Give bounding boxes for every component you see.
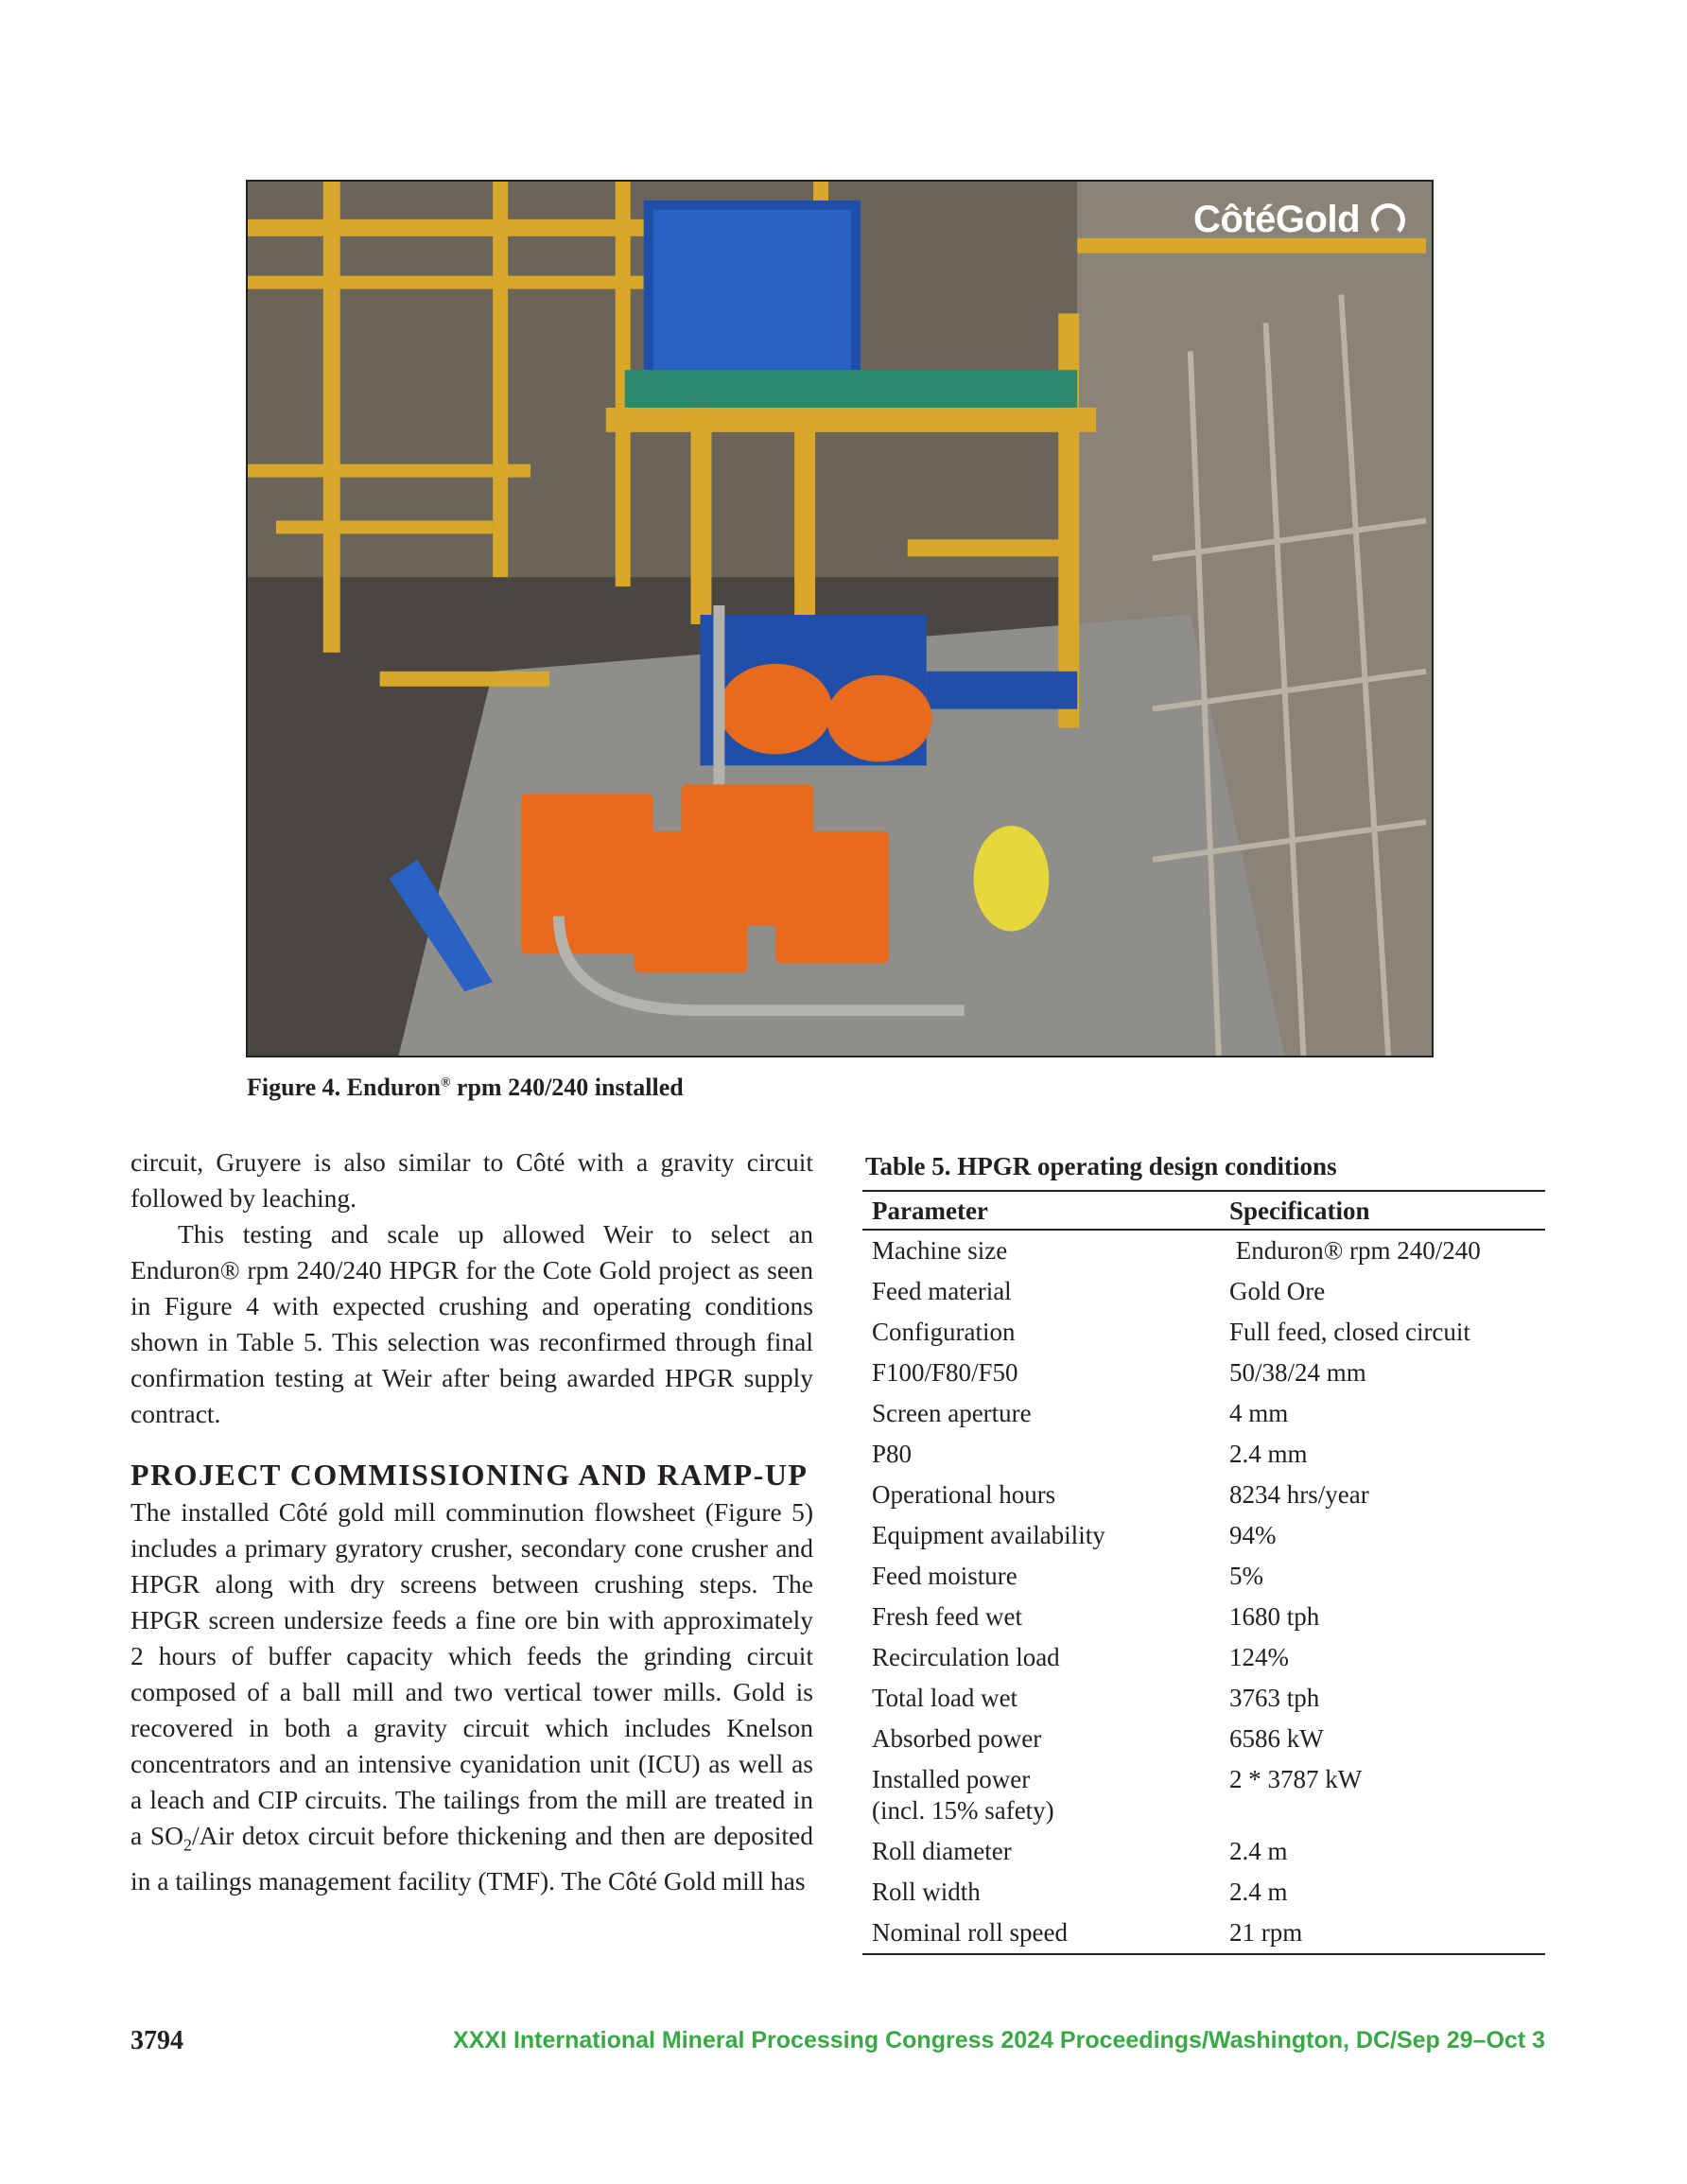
table-cell-specification: 21 rpm — [1220, 1913, 1545, 1954]
table-cell-parameter: Equipment availability — [872, 1521, 1105, 1549]
running-footer: XXXI International Mineral Processing Congress 2024 Proceedings/Washington, DC/Sep 29–Oct 3 — [453, 2027, 1545, 2053]
table-caption: Table 5. HPGR operating design conditions — [865, 1152, 1337, 1180]
table-cell-parameter: Roll diameter — [872, 1837, 1012, 1865]
table-cell-parameter: Total load wet — [872, 1684, 1018, 1712]
table-cell-parameter: P80 — [872, 1440, 913, 1468]
table-row — [862, 1312, 1545, 1353]
table-cell-parameter: Installed power (incl. 15% safety) — [872, 1765, 1054, 1825]
cote-gold-logo — [1193, 199, 1405, 241]
table-cell-specification: 5% — [1229, 1562, 1263, 1590]
table-cell-specification: 124% — [1229, 1643, 1289, 1671]
logo-text: CôtéGold — [1193, 199, 1360, 240]
paragraph-3 — [130, 1494, 813, 1899]
table-row — [862, 1759, 1545, 1831]
table-cell-parameter: Operational hours — [872, 1480, 1056, 1509]
table-cell-parameter: Machine size — [872, 1236, 1008, 1265]
table-cell-specification: 6586 kW — [1229, 1724, 1324, 1753]
subscript-2: 2 — [183, 1835, 192, 1855]
paragraph-2: This testing and scale up allowed Weir to select an Enduron® rpm 240/240 HPGR for the Cote Gold project as seen in Figure 4 with expected crushing and operating conditions shown in Table 5. This selection was reconfirmed through final confirmation testing at Weir after being awarded HPGR supply contract. — [130, 1219, 813, 1428]
table-row — [862, 1434, 1545, 1475]
table-row — [862, 1872, 1545, 1913]
table-row — [862, 1230, 1545, 1271]
paragraph-3-part-a: The installed Côté gold mill comminution flowsheet (Figure 5) includes a primary gyratory crusher, secondary cone crusher and HPGR along with dry screens between crushing steps. The HPGR screen undersize feeds a fine ore bin with approximately 2 hours of buffer capacity which feeds the grinding circuit composed of a ball mill and two vertical tower mills. Gold is recovered in both a gravity circuit which includes Knelson concentrators and an intensive cyanidation unit (ICU) as well as a leach and CIP circuits. The tailings from the mill are treated in a SO — [130, 1497, 813, 1850]
figure-caption-prefix: Figure 4. Enduron — [247, 1074, 441, 1101]
figure-caption-suffix: rpm 240/240 installed — [450, 1074, 684, 1101]
header-specification: Specification — [1220, 1191, 1545, 1230]
table-cell-parameter: Nominal roll speed — [862, 1913, 1220, 1954]
table-cell-specification: 50/38/24 mm — [1229, 1358, 1366, 1387]
table-cell-specification: 1680 tph — [1229, 1602, 1320, 1631]
page-number: 3794 — [130, 2026, 183, 2055]
table-row — [862, 1678, 1545, 1719]
table-cell-specification: 8234 hrs/year — [1229, 1480, 1369, 1509]
table-cell-specification: 2.4 mm — [1229, 1440, 1308, 1468]
section-heading: PROJECT COMMISSIONING AND RAMP-UP — [130, 1458, 809, 1492]
table-row — [862, 1637, 1545, 1678]
table-cell-parameter: Absorbed power — [872, 1724, 1042, 1753]
table-cell-parameter: Feed moisture — [872, 1562, 1017, 1590]
table-cell-parameter: Configuration — [872, 1318, 1016, 1346]
table-row — [862, 1597, 1545, 1637]
figure-photo — [246, 180, 1434, 1057]
table-header-row — [862, 1191, 1545, 1230]
paragraph-3-part-b: /Air detox circuit before thickening and then are deposited in a tailings management facility (TMF). The Côté Gold mill has — [130, 1821, 813, 1896]
table-cell-parameter: Screen aperture — [872, 1399, 1032, 1427]
table-cell-specification: 2.4 m — [1229, 1878, 1288, 1906]
table-cell-parameter: F100/F80/F50 — [872, 1358, 1018, 1387]
table-cell-specification: 2.4 m — [1229, 1837, 1288, 1865]
table-cell-parameter: Fresh feed wet — [872, 1602, 1022, 1631]
table-row — [862, 1913, 1545, 1954]
table-row — [862, 1393, 1545, 1434]
figure-caption — [247, 1074, 684, 1102]
table-cell-specification: Gold Ore — [1229, 1277, 1326, 1305]
table-cell-parameter: Roll width — [872, 1878, 981, 1906]
table-row — [862, 1515, 1545, 1556]
table-row — [862, 1475, 1545, 1515]
sun-logo-icon — [1371, 203, 1405, 237]
table-cell-specification: 4 mm — [1229, 1399, 1289, 1427]
table-row — [862, 1719, 1545, 1759]
table-body — [862, 1230, 1545, 1954]
table-row — [862, 1271, 1545, 1312]
table-cell-specification: 2 * 3787 kW — [1229, 1765, 1363, 1793]
hpgr-conditions-table — [862, 1190, 1545, 1955]
table-cell-parameter: Recirculation load — [872, 1643, 1060, 1671]
paragraph-1: circuit, Gruyere is also similar to Côté with a gravity circuit followed by leaching. — [130, 1147, 813, 1213]
table-cell-specification: Full feed, closed circuit — [1229, 1318, 1470, 1346]
hpgr-installation-photo — [248, 182, 1432, 1056]
table-cell-parameter: Feed material — [872, 1277, 1012, 1305]
table-cell-specification: 94% — [1229, 1521, 1277, 1549]
table-cell-specification: Enduron® rpm 240/240 — [1229, 1236, 1481, 1265]
table-cell-specification: 3763 tph — [1229, 1684, 1320, 1712]
body-left-column — [130, 1144, 813, 1899]
table-row — [862, 1556, 1545, 1597]
header-parameter: Parameter — [862, 1191, 1220, 1230]
registered-mark: ® — [440, 1075, 451, 1091]
table-row — [862, 1831, 1545, 1872]
table-row — [862, 1353, 1545, 1393]
